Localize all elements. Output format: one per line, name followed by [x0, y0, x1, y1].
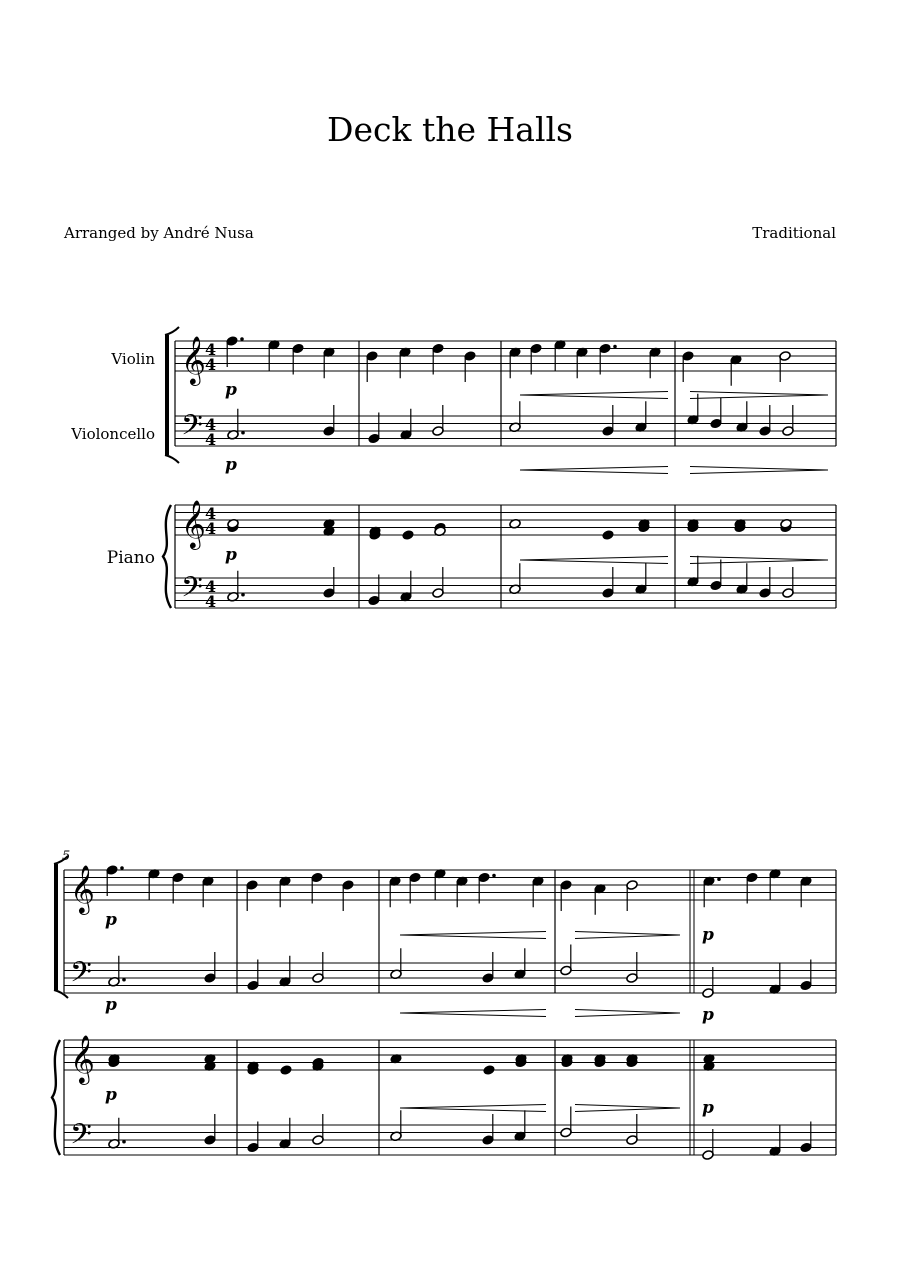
time-signature-numerator: 4 — [205, 415, 217, 434]
crescendo-hairpin — [400, 1105, 546, 1109]
treble-clef: 𝄞 — [70, 1034, 95, 1083]
dynamic-piano: p — [225, 455, 237, 475]
piano-brace — [163, 505, 171, 608]
system-bracket — [54, 864, 58, 990]
dynamic-piano: p — [105, 910, 117, 930]
crescendo-hairpin — [520, 470, 668, 474]
bracket-hook — [165, 327, 179, 335]
decrescendo-hairpin — [690, 467, 828, 471]
notehead — [402, 530, 414, 541]
bass-clef: 𝄢 — [181, 571, 203, 611]
score-title: Deck the Halls — [327, 110, 573, 149]
notehead — [483, 1065, 495, 1076]
bass-clef: 𝄢 — [70, 1118, 92, 1158]
augmentation-dot — [717, 877, 721, 881]
augmentation-dot — [122, 978, 126, 982]
decrescendo-hairpin — [575, 1010, 680, 1014]
crescendo-hairpin — [520, 467, 668, 471]
crescendo-hairpin — [520, 392, 668, 396]
augmentation-dot — [241, 593, 245, 597]
measure-number: 5 — [62, 849, 71, 864]
decrescendo-hairpin — [690, 392, 828, 396]
arranger-credit: Arranged by André Nusa — [64, 224, 254, 242]
crescendo-hairpin — [400, 932, 546, 936]
augmentation-dot — [240, 337, 244, 341]
dynamic-piano: p — [105, 995, 117, 1015]
dynamic-piano: p — [105, 1085, 117, 1105]
crescendo-hairpin — [400, 1013, 546, 1017]
instrument-label-piano: Piano — [106, 548, 155, 568]
dynamic-piano: p — [702, 925, 714, 945]
time-signature-denominator: 4 — [205, 519, 217, 538]
bass-clef: 𝄢 — [181, 409, 203, 449]
bracket-hook — [54, 990, 68, 998]
augmentation-dot — [122, 1140, 126, 1144]
crescendo-hairpin — [400, 1010, 546, 1014]
time-signature-numerator: 4 — [205, 504, 217, 523]
augmentation-dot — [120, 866, 124, 870]
crescendo-hairpin — [400, 935, 546, 939]
crescendo-hairpin — [400, 1108, 546, 1112]
dynamic-piano: p — [702, 1005, 714, 1025]
decrescendo-hairpin — [690, 395, 828, 399]
treble-clef: 𝄞 — [181, 499, 206, 548]
decrescendo-hairpin — [575, 935, 680, 939]
treble-clef: 𝄞 — [181, 335, 206, 384]
instrument-label-violin: Violin — [111, 350, 155, 368]
crescendo-hairpin — [520, 557, 668, 561]
decrescendo-hairpin — [575, 1013, 680, 1017]
notehead — [280, 1065, 292, 1076]
notehead — [602, 530, 614, 541]
augmentation-dot — [492, 874, 496, 878]
bass-clef: 𝄢 — [70, 956, 92, 996]
dynamic-piano: p — [702, 1098, 714, 1118]
treble-clef: 𝄞 — [70, 864, 95, 913]
crescendo-hairpin — [520, 560, 668, 564]
decrescendo-hairpin — [575, 932, 680, 936]
time-signature-numerator: 4 — [205, 577, 217, 596]
augmentation-dot — [613, 345, 617, 349]
time-signature-denominator: 4 — [205, 592, 217, 611]
decrescendo-hairpin — [575, 1105, 680, 1109]
dynamic-piano: p — [225, 380, 237, 400]
dynamic-piano: p — [225, 545, 237, 565]
augmentation-dot — [241, 431, 245, 435]
time-signature-denominator: 4 — [205, 430, 217, 449]
time-signature-numerator: 4 — [205, 340, 217, 359]
decrescendo-hairpin — [690, 557, 828, 561]
bracket-hook — [165, 455, 179, 463]
decrescendo-hairpin — [575, 1108, 680, 1112]
crescendo-hairpin — [520, 395, 668, 399]
decrescendo-hairpin — [690, 560, 828, 564]
time-signature-denominator: 4 — [205, 355, 217, 374]
system-bracket — [165, 335, 169, 455]
composer-credit: Traditional — [752, 224, 836, 242]
piano-brace — [52, 1040, 60, 1155]
decrescendo-hairpin — [690, 470, 828, 474]
instrument-label-cello: Violoncello — [71, 425, 155, 443]
